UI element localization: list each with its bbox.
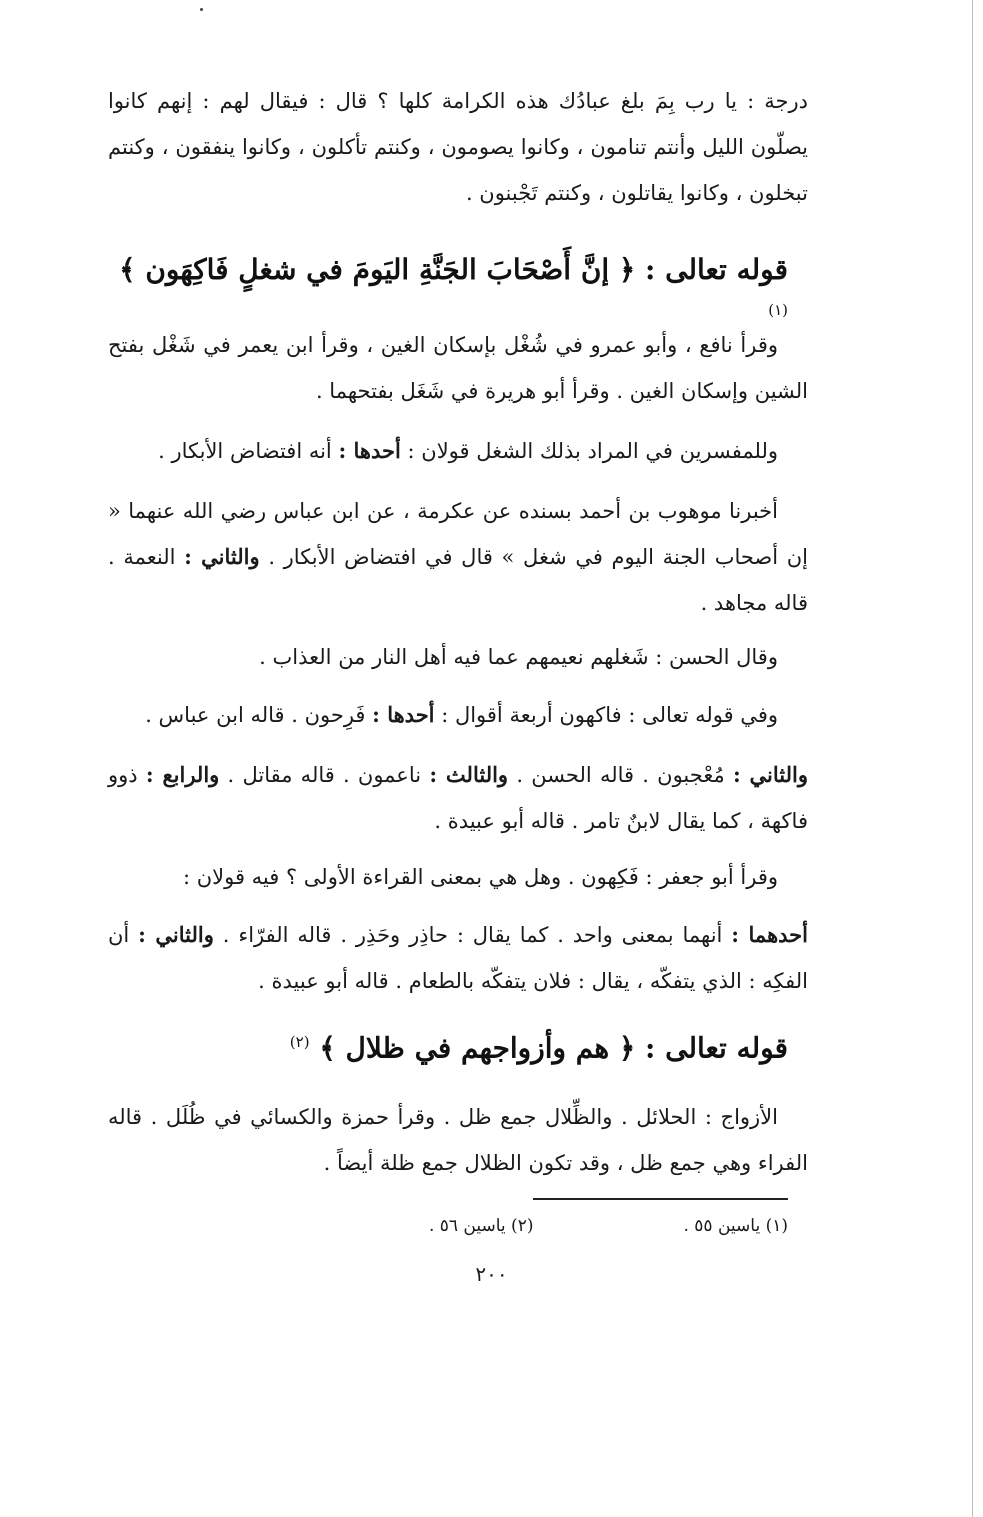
footnotes xyxy=(288,1212,788,1240)
footnote-1: (١) ياسين ٥٥ . xyxy=(683,1216,788,1236)
paragraph-3-rest: أنه افتضاض الأبكار . xyxy=(158,439,332,463)
paragraph-6-rest: فَرِحون . قاله ابن عباس . xyxy=(145,703,366,727)
paragraph-8: وقرأ أبو جعفر : فَكِهون . وهل هي بمعنى القراءة الأولى ؟ فيه قولان : xyxy=(182,865,778,889)
page-number: ٢٠٠ xyxy=(475,1262,508,1286)
footnote-ref-1: (١) xyxy=(768,301,788,319)
heading-verse-2 xyxy=(108,1022,788,1068)
paragraph-9-keyword-1: أحدهما : xyxy=(731,922,808,947)
paragraph-5: وقال الحسن : شَغلهم نعيمهم عما فيه أهل النار من العذاب . xyxy=(259,645,778,669)
paragraph-4 xyxy=(108,488,808,626)
paragraph-7-keyword-3: والرابع : xyxy=(145,762,220,787)
footnote-separator xyxy=(533,1198,788,1200)
paragraph-6-intro: وفي قوله تعالى : فاكهون أربعة أقوال : xyxy=(441,703,778,727)
paragraph-7 xyxy=(108,752,808,844)
paragraph-3-keyword: أحدها : xyxy=(338,438,401,463)
footnote-ref-2: (٢) xyxy=(289,1033,310,1051)
paragraph-1: درجة : يا رب بِمَ بلغ عبادُك هذه الكرامة كلها ؟ قال : فيقال لهم : إنهم كانوا يصلّون الليل وأنتم تنامون ، وكانوا يصومون ، وكنتم تأكلون ، وكانوا ينفقون ، وكنتم تبخلون ، وكانوا يقاتلون ، وكنتم تَجْبنون . xyxy=(108,89,808,205)
paragraph-9 xyxy=(108,912,808,1004)
paragraph-3-intro: وللمفسرين في المراد بذلك الشغل قولان : xyxy=(407,439,778,463)
paragraph-10: الأزواج : الحلائل . والظِّلال جمع ظل . وقرأ حمزة والكسائي في ظُلَل . قاله الفراء وهي جمع ظل ، وقد تكون الظلال جمع ظلة أيضاً . xyxy=(108,1105,808,1175)
paragraph-6 xyxy=(108,692,808,738)
footnote-2: (٢) ياسين ٥٦ . xyxy=(428,1216,534,1236)
paragraph-4-keyword: والثاني : xyxy=(184,544,260,569)
paragraph-9-keyword-2: والثاني : xyxy=(138,922,214,947)
paragraph-7-text-2: ناعمون . قاله مقاتل . xyxy=(227,763,422,787)
paragraph-6-keyword: أحدها : xyxy=(372,702,435,727)
paragraph-4-intro: أخبرنا موهوب بن أحمد بسنده عن عكرمة ، عن ابن عباس رضي الله عنهما « إن أصحاب الجنة اليوم في شغل » قال في افتضاض الأبكار . xyxy=(108,499,808,569)
paragraph-7-text-1: مُعْجبون . قاله الحسن . xyxy=(516,763,725,787)
paragraph-7-keyword-2: والثالث : xyxy=(429,762,509,787)
scan-edge-line xyxy=(972,0,973,1517)
heading-verse-2-text: قوله تعالى : ﴿ هم وأزواجهم في ظلال ﴾ xyxy=(319,1031,788,1065)
paragraph-9-text-2: أن الفكِه : الذي يتفكّه ، يقال : فلان يتفكّه بالطعام . قاله أبو عبيدة . xyxy=(108,923,808,993)
paragraph-3 xyxy=(108,428,808,474)
paragraph-9-text-1: أنهما بمعنى واحد . كما يقال : حاذِر وحَذِر . قاله الفرّاء . xyxy=(222,923,723,947)
heading-verse-1-text: قوله تعالى : ﴿ إنَّ أَصْحَابَ الجَنَّةِ اليَومَ في شغلٍ فَاكِهَون ﴾ xyxy=(119,253,788,286)
paragraph-2: وقرأ نافع ، وأبو عمرو في شُغْل بإسكان الغين ، وقرأ ابن يعمر في شَغْل بفتح الشين وإسكان الغين . وقرأ أبو هريرة في شَغَل بفتحهما . xyxy=(108,333,808,403)
paragraph-4-rest: النعمة . قاله مجاهد . xyxy=(108,545,808,615)
scan-speck xyxy=(200,8,203,11)
paragraph-7-keyword-1: والثاني : xyxy=(732,762,809,787)
paragraph-7-text-3: ذوو فاكهة ، كما يقال لابنٌ تامر . قاله أبو عبيدة . xyxy=(108,763,808,833)
